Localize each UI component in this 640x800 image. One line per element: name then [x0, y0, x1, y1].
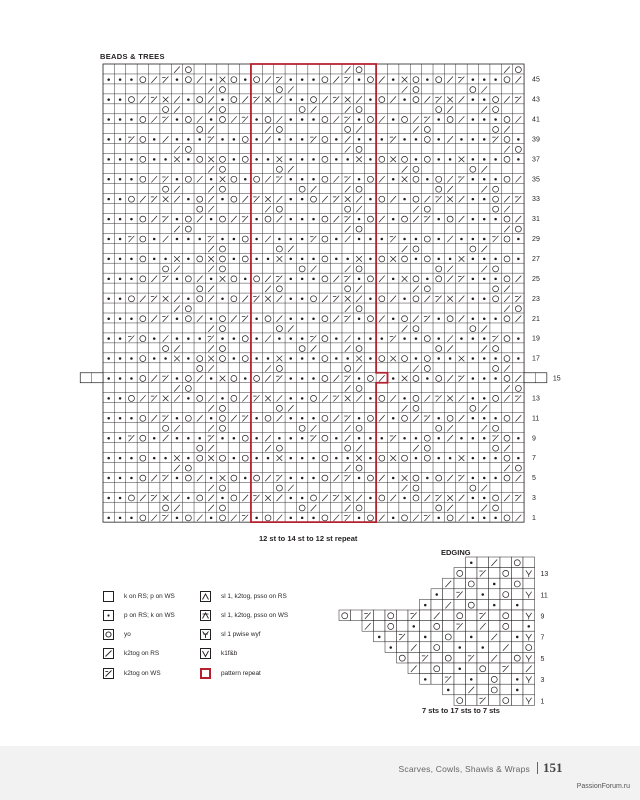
yarn-over-icon — [103, 629, 114, 640]
legend-label: pattern repeat — [221, 669, 261, 677]
legend-label: k1f&b — [221, 649, 238, 657]
row-number: 29 — [532, 236, 540, 244]
row-number: 33 — [532, 196, 540, 204]
row-number: 13 — [532, 395, 540, 403]
edging-row-number: 7 — [540, 634, 545, 642]
edging-chart-caption: 7 sts to 17 sts to 7 sts — [422, 706, 500, 715]
row-number: 21 — [532, 315, 540, 323]
legend-label: sl 1, k2tog, psso on WS — [221, 611, 289, 619]
row-number: 19 — [532, 335, 540, 343]
row-number: 39 — [532, 136, 540, 144]
edging-row-number: 1 — [540, 698, 545, 706]
book-title: Scarves, Cowls, Shawls & Wraps — [398, 764, 530, 774]
edging-row-number: 9 — [540, 613, 545, 621]
dot-icon — [103, 610, 114, 621]
legend-label: k2tog on WS — [124, 669, 161, 677]
edging-row-number: 13 — [540, 571, 549, 579]
legend-item-purl — [103, 608, 175, 622]
repeat-box-icon — [200, 668, 211, 679]
legend-label: k2tog on RS — [124, 649, 160, 657]
row-number: 1 — [532, 514, 536, 522]
edging-chart — [339, 557, 548, 705]
row-number: 35 — [532, 176, 540, 184]
row-number: 27 — [532, 256, 540, 264]
edging-row-number: 5 — [540, 655, 545, 663]
legend-item-sl1-k2tog-psso-rs — [200, 589, 287, 603]
k2tog-ws-icon — [103, 668, 114, 679]
k1fb-icon — [200, 648, 211, 659]
edging-chart-title: EDGING — [441, 548, 471, 557]
page-number: 151 — [543, 760, 563, 775]
double-decrease-rs-icon — [200, 591, 211, 602]
row-number: 15 — [552, 375, 561, 383]
legend-label: yo — [124, 630, 131, 638]
row-number: 43 — [532, 96, 540, 104]
legend-label: sl 1, k2tog, psso on RS — [221, 592, 287, 600]
slip-stitch-icon — [200, 629, 211, 640]
row-number: 3 — [532, 495, 536, 503]
row-number: 41 — [532, 116, 540, 124]
beads-trees-chart — [80, 64, 560, 522]
row-number: 25 — [532, 275, 540, 283]
blank-square-icon — [103, 591, 114, 602]
double-decrease-ws-icon — [200, 610, 211, 621]
legend-item-k2tog-rs — [103, 646, 159, 660]
main-chart-title: BEADS & TREES — [100, 52, 165, 61]
main-chart-caption: 12 st to 14 st to 12 st repeat — [259, 534, 358, 543]
legend-item-pattern-repeat — [200, 666, 261, 680]
legend-label: sl 1 pwise wyf — [221, 630, 261, 638]
legend-item-k1fb — [200, 646, 237, 660]
legend-item-yo — [103, 627, 131, 641]
row-number: 45 — [532, 76, 540, 84]
watermark: PassionForum.ru — [576, 783, 630, 790]
edging-row-number: 11 — [540, 592, 548, 600]
row-number: 17 — [532, 355, 540, 363]
row-number: 37 — [532, 156, 540, 164]
row-number: 9 — [532, 435, 536, 443]
legend-item-knit — [103, 589, 175, 603]
legend-label: p on RS; k on WS — [124, 611, 175, 619]
row-number: 5 — [532, 475, 536, 483]
legend-label: k on RS; p on WS — [124, 592, 175, 600]
row-number: 7 — [532, 455, 536, 463]
row-number: 31 — [532, 216, 540, 224]
edging-row-number: 3 — [540, 677, 545, 685]
legend-item-k2tog-ws — [103, 666, 161, 680]
legend-item-sl1-pwise — [200, 627, 260, 641]
row-number: 23 — [532, 295, 540, 303]
k2tog-rs-icon — [103, 648, 114, 659]
footer-divider — [537, 762, 538, 774]
legend-item-sl1-k2tog-psso-ws — [200, 608, 288, 622]
row-number: 11 — [532, 415, 540, 423]
